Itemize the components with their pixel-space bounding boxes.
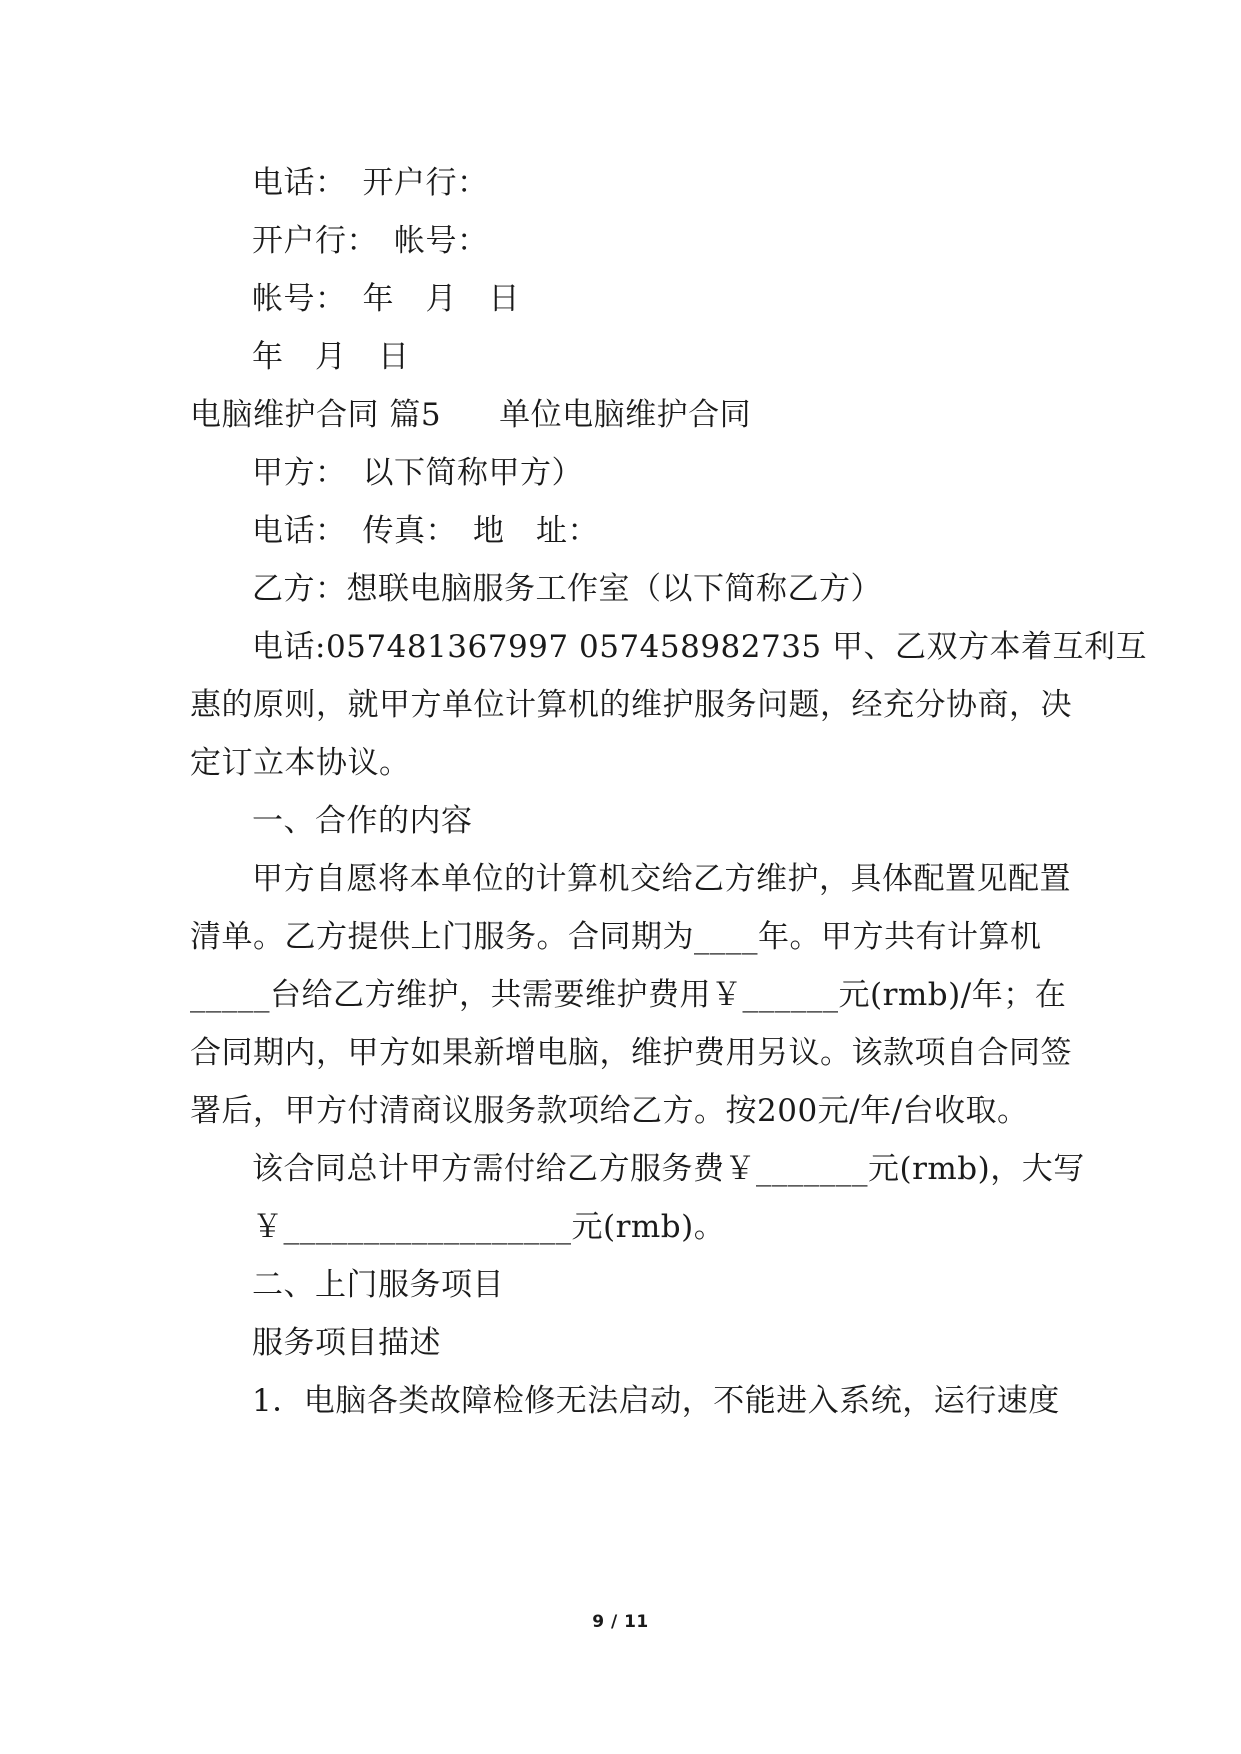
contact-line-bank-account: 开户行： 帐号： <box>252 223 489 259</box>
paragraph-line: _____台给乙方维护，共需要维护费用￥______元(rmb)/年；在 <box>190 977 1067 1013</box>
date-line: 年 月 日 <box>252 339 410 375</box>
paragraph-line: 惠的原则，就甲方单位计算机的维护服务问题，经充分协商，决 <box>190 687 1072 723</box>
section-number-title: 电脑维护合同 篇5 <box>190 397 442 433</box>
service-description-heading: 服务项目描述 <box>252 1325 441 1361</box>
contract-title: 单位电脑维护合同 <box>499 397 752 433</box>
paragraph-line: 清单。乙方提供上门服务。合同期为____年。甲方共有计算机 <box>190 919 1042 955</box>
service-item-1: 1．电脑各类故障检修无法启动，不能进入系统，运行速度 <box>252 1383 1060 1419</box>
paragraph-line: 署后，甲方付清商议服务款项给乙方。按200元/年/台收取。 <box>190 1093 1029 1129</box>
party-b-phone-line: 电话:057481367997 057458982735 甲、乙双方本着互利互 <box>252 629 1148 665</box>
paragraph-line: 定订立本协议。 <box>190 745 411 781</box>
contact-line-phone-bank: 电话： 开户行： <box>252 165 489 201</box>
paragraph-line: 合同期内，甲方如果新增电脑，维护费用另议。该款项自合同签 <box>190 1035 1072 1071</box>
paragraph-line: 该合同总计甲方需付给乙方服务费￥_______元(rmb)，大写 <box>252 1151 1085 1187</box>
page-number: 9 / 11 <box>592 1612 649 1632</box>
party-a-contact-line: 电话： 传真： 地 址： <box>252 513 599 549</box>
section-heading <box>190 395 1070 435</box>
section-two-heading: 二、上门服务项目 <box>252 1267 504 1303</box>
paragraph-line: 甲方自愿将本单位的计算机交给乙方维护，具体配置见配置 <box>252 861 1071 897</box>
party-a-line: 甲方： 以下简称甲方） <box>252 455 583 491</box>
section-one-heading: 一、合作的内容 <box>252 803 473 839</box>
party-b-line: 乙方：想联电脑服务工作室（以下简称乙方） <box>252 571 882 607</box>
paragraph-line: ￥__________________元(rmb)。 <box>252 1209 726 1245</box>
contact-line-account-date: 帐号： 年 月 日 <box>252 281 520 317</box>
